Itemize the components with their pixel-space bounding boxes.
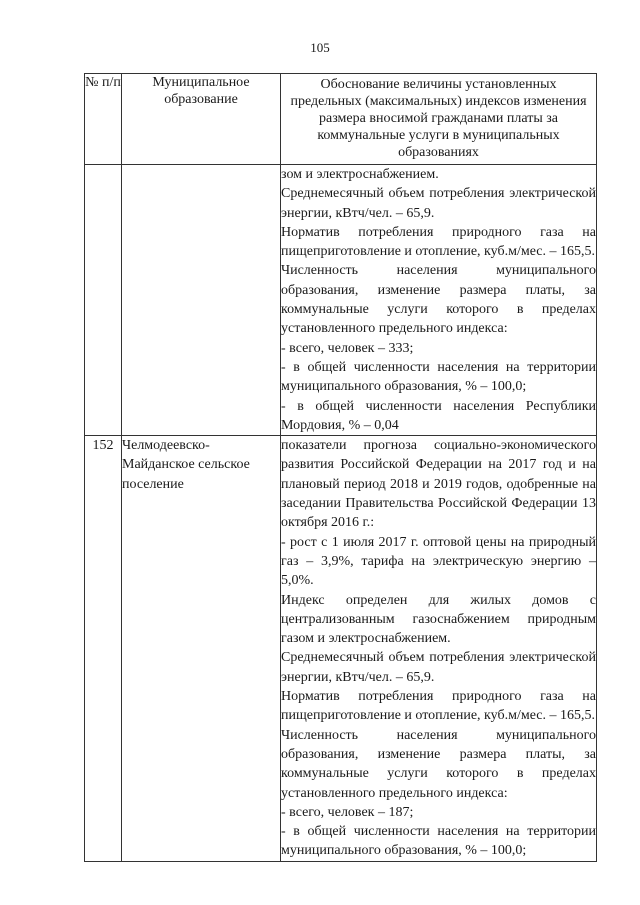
justification-paragraph: Норматив потребления природного газа на пищеприготовление и отопление, куб.м/мес. – 165,5. bbox=[281, 224, 596, 260]
header-municipality: Муниципальное образование bbox=[122, 74, 281, 165]
justification-paragraph: зом и электроснабжением. bbox=[281, 167, 439, 182]
justification-paragraph: Индекс определен для жилых домов с централизованным газоснабжением природным газом и электроснабжением. bbox=[281, 592, 596, 647]
justification-paragraph: Норматив потребления природного газа на пищеприготовление и отопление, куб.м/мес. – 165,5. bbox=[281, 689, 596, 724]
row-justification bbox=[281, 165, 597, 436]
row-justification bbox=[281, 436, 597, 862]
justification-paragraph: Среднемесячный объем потребления электрической энергии, кВтч/чел. – 65,9. bbox=[281, 650, 596, 685]
row-municipality bbox=[122, 165, 281, 436]
justification-paragraph: - всего, человек – 187; bbox=[281, 804, 414, 820]
justification-paragraph: - в общей численности населения Республики Мордовия, % – 0,04 bbox=[281, 398, 596, 433]
justification-paragraph: Численность населения муниципального образования, изменение размера платы, за коммунальные услуги которого в пределах установленного предельного индекса: bbox=[281, 263, 596, 337]
justification-paragraph: Численность населения муниципального образования, изменение размера платы, за коммунальные услуги которого в пределах установленного предельного индекса: bbox=[281, 727, 596, 801]
justification-paragraph: - в общей численности населения на территории муниципального образования, % – 100,0; bbox=[281, 359, 596, 395]
row-number bbox=[85, 165, 122, 436]
justification-paragraph: - всего, человек – 333; bbox=[281, 340, 414, 356]
table-row bbox=[85, 165, 597, 436]
header-justification: Обоснование величины установленных предельных (максимальных) индексов изменения размера вносимой гражданами платы за коммунальные услуги в муниципальных образованиях bbox=[281, 74, 597, 165]
index-justification-table bbox=[84, 73, 597, 862]
justification-paragraph: показатели прогноза социально-экономического развития Российской Федерации на 2017 год и на плановый период 2018 и 2019 годов, одобренные на заседании Правительства Российской Федерации 13 октября 2016 г.: bbox=[281, 438, 596, 531]
table-row bbox=[85, 436, 597, 862]
justification-paragraph: - в общей численности населения на территории муниципального образования, % – 100,0; bbox=[281, 824, 596, 859]
justification-paragraph: - рост с 1 июля 2017 г. оптовой цены на природный газ – 3,9%, тарифа на электрическую энергию – 5,0%. bbox=[281, 534, 596, 589]
row-municipality: Челмодеевско-Майданское сельское поселение bbox=[122, 436, 281, 862]
row-number: 152 bbox=[85, 436, 122, 862]
justification-paragraph: Среднемесячный объем потребления электрической энергии, кВтч/чел. – 65,9. bbox=[281, 186, 596, 221]
table-header-row bbox=[85, 74, 597, 165]
header-number: № п/п bbox=[85, 74, 122, 165]
page-number: 105 bbox=[310, 40, 330, 55]
